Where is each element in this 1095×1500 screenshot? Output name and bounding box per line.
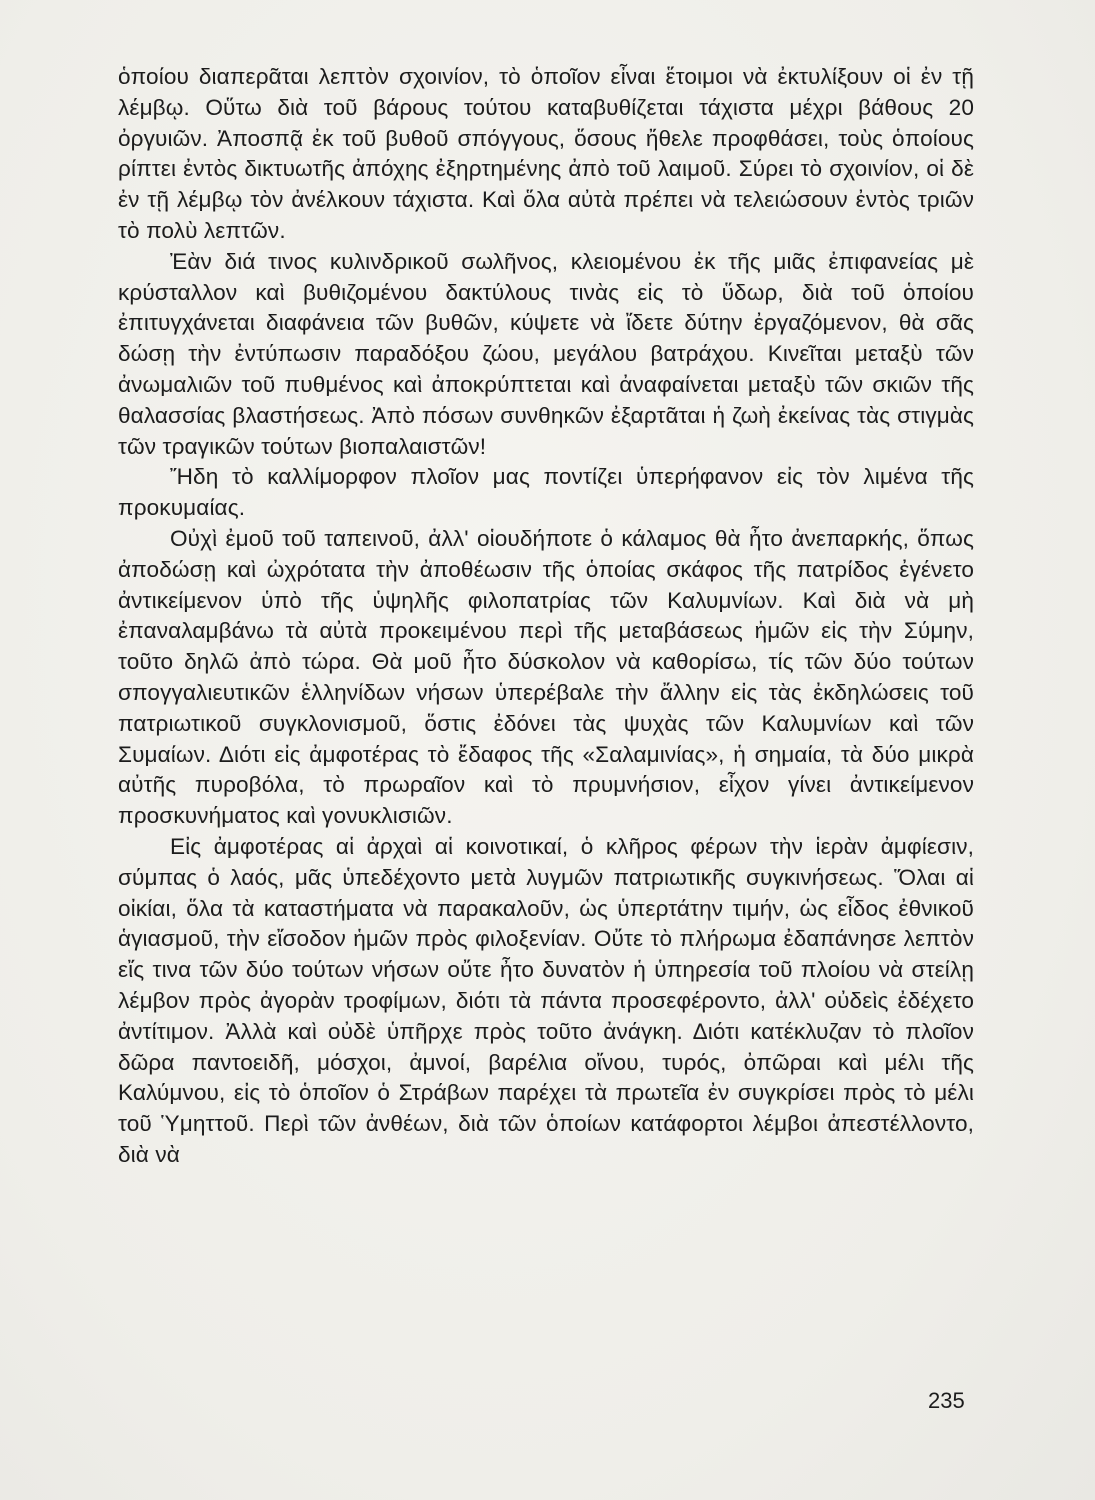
paragraph-2: Ἐὰν διά τινος κυλινδρικοῦ σωλῆνος, κλειομένου ἐκ τῆς μιᾶς ἐπιφανείας μὲ κρύσταλλον καὶ βυθιζομένου δακτύλους τινὰς εἰς τὸ ὕδωρ, διὰ τοῦ ὁποίου ἐπιτυγχάνεται διαφάνεια τῶν βυθῶν, κύψετε νὰ ἴδετε δύτην ἐργαζόμενον, θὰ σᾶς δώσῃ τὴν ἐντύπωσιν παραδόξου ζώου, μεγάλου βατράχου. Κινεῖται μεταξὺ τῶν ἀνωμαλιῶν τοῦ πυθμένος καὶ ἀποκρύπτεται καὶ ἀναφαίνεται μεταξὺ τῶν σκιῶν τῆς θαλασσίας βλαστήσεως. Ἀπὸ πόσων συνθηκῶν ἐξαρτᾶται ἡ ζωὴ ἐκείνας τὰς στιγμὰς τῶν τραγικῶν τούτων βιοπαλαιστῶν!	[118, 248, 974, 459]
paragraph-5: Εἰς ἀμφοτέρας αἱ ἀρχαὶ αἱ κοινοτικαί, ὁ κλῆρος φέρων τὴν ἱερὰν ἀμφίεσιν, σύμπας ὁ λαός, μᾶς ὑπεδέχοντο μετὰ λυγμῶν πατριωτικῆς συγκινήσεως. Ὅλαι αἱ οἰκίαι, ὅλα τὰ καταστήματα νὰ παρακαλοῦν, ὡς ὑπερτάτην τιμήν, ὡς εἶδος ἐθνικοῦ ἁγιασμοῦ, τὴν εἴσοδον ἡμῶν πρὸς φιλοξενίαν. Οὔτε τὸ πλήρωμα ἐδαπάνησε λεπτὸν εἴς τινα τῶν δύο τούτων νήσων οὔτε ἦτο δυνατὸν ἡ ὑπηρεσία τοῦ πλοίου νὰ στείλῃ λέμβον πρὸς ἀγορὰν τροφίμων, διότι τὰ πάντα προσεφέροντο, ἀλλ' οὐδεὶς ἐδέχετο ἀντίτιμον. Ἀλλὰ καὶ οὐδὲ ὑπῆρχε πρὸς τοῦτο ἀνάγκη. Διότι κατέκλυζαν τὸ πλοῖον δῶρα παντοειδῆ, μόσχοι, ἀμνοί, βαρέλια οἴνου, τυρός, ὀπῶραι καὶ μέλι τῆς Καλύμνου, εἰς τὸ ὁποῖον ὁ Στράβων παρέχει τὰ πρωτεῖα ἐν συγκρίσει πρὸς τὸ μέλι τοῦ Ὑμηττοῦ. Περὶ τῶν ἀνθέων, διὰ τῶν ὁποίων κατάφορτοι λέμβοι ἀπεστέλλοντο, διὰ νὰ	[118, 833, 974, 1167]
body-text	[118, 62, 974, 1171]
page-number: 235	[928, 1388, 965, 1413]
paragraph-1: ὁποίου διαπερᾶται λεπτὸν σχοινίον, τὸ ὁποῖον εἶναι ἕτοιμοι νὰ ἐκτυλίξουν οἱ ἐν τῇ λέμβῳ. Οὕτω διὰ τοῦ βάρους τούτου καταβυθίζεται τάχιστα μέχρι βάθους 20 ὀργυιῶν. Ἀποσπᾷ ἐκ τοῦ βυθοῦ σπόγγους, ὅσους ἤθελε προφθάσει, τοὺς ὁποίους ρίπτει ἐντὸς δικτυωτῆς ἀπόχης ἐξηρτημένης ἀπὸ τοῦ λαιμοῦ. Σύρει τὸ σχοινίον, οἱ δὲ ἐν τῇ λέμβῳ τὸν ἀνέλκουν τάχιστα. Καὶ ὅλα αὐτὰ πρέπει νὰ τελειώσουν ἐντὸς τριῶν τὸ πολὺ λεπτῶν.	[118, 64, 974, 243]
paragraph-4: Οὐχὶ ἐμοῦ τοῦ ταπεινοῦ, ἀλλ' οἱουδήποτε ὁ κάλαμος θὰ ἦτο ἀνεπαρκής, ὅπως ἀποδώσῃ καὶ ὠχρότατα τὴν ἀποθέωσιν τῆς ὁποίας σκάφος τῆς πατρίδος ἐγένετο ἀντικείμενον ὑπὸ τῆς ὑψηλῆς φιλοπατρίας τῶν Καλυμνίων. Καὶ διὰ νὰ μὴ ἐπαναλαμβάνω τὰ αὐτὰ προκειμένου περὶ τῆς μεταβάσεως ἡμῶν εἰς τὴν Σύμην, τοῦτο δηλῶ ἀπὸ τώρα. Θὰ μοῦ ἦτο δύσκολον νὰ καθορίσω, τίς τῶν δύο τούτων σπογγαλιευτικῶν ἑλληνίδων νήσων ὑπερέβαλε τὴν ἄλλην εἰς τὰς ἐκδηλώσεις τοῦ πατριωτικοῦ συγκλονισμοῦ, ὅστις ἐδόνει τὰς ψυχὰς τῶν Καλυμνίων καὶ τῶν Συμαίων. Διότι εἰς ἀμφοτέρας τὸ ἔδαφος τῆς «Σαλαμινίας», ἡ σημαία, τὰ δύο μικρὰ αὐτῆς πυροβόλα, τὸ πρωραῖον καὶ τὸ πρυμνήσιον, εἶχον γίνει ἀντικείμενον προσκυνήματος καὶ γονυκλισιῶν.	[118, 525, 974, 829]
paragraph-3: Ἤδη τὸ καλλίμορφον πλοῖον μας ποντίζει ὑπερήφανον εἰς τὸν λιμένα τῆς προκυμαίας.	[118, 464, 974, 521]
